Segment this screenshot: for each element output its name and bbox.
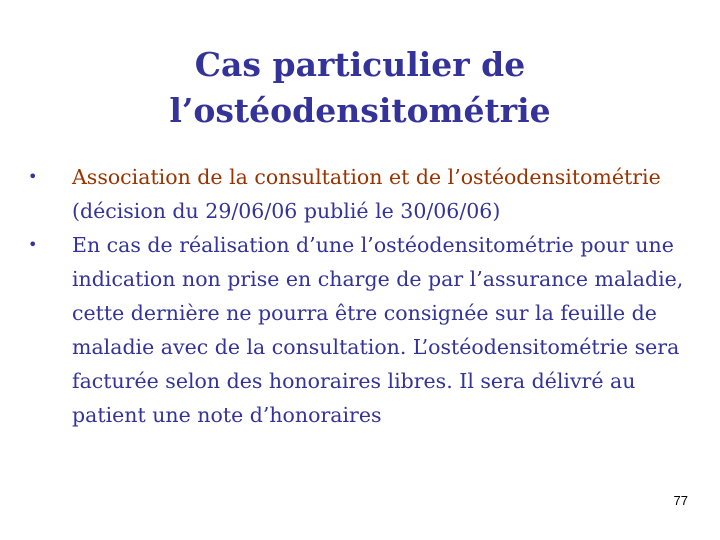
bullet-marker-icon: •	[28, 167, 38, 186]
bullet-item-realisation	[28, 228, 696, 432]
title-line-1: Cas particulier de	[194, 45, 526, 84]
bullet-highlight-text: Association de la consultation et de l’ostéodensitométrie	[72, 165, 661, 189]
bullet-marker-icon: •	[28, 235, 38, 254]
slide-title	[60, 42, 660, 134]
bullet-item-association	[28, 160, 696, 228]
bullet-text: En cas de réalisation d’une l’ostéodensitométrie pour une indication non prise en charge de par l’assurance maladie, cette dernière ne pourra être consignée sur la feuille de maladie avec de la consultation. L’ostéodensitométrie sera facturée selon des honoraires libres. Il sera délivré au patient une note d’honoraires	[72, 233, 684, 427]
bullet-text: (décision du 29/06/06 publié le 30/06/06)	[72, 199, 501, 223]
page-number: 77	[673, 493, 688, 508]
title-line-2: l’ostéodensitométrie	[169, 91, 551, 130]
bullet-list	[28, 160, 696, 432]
